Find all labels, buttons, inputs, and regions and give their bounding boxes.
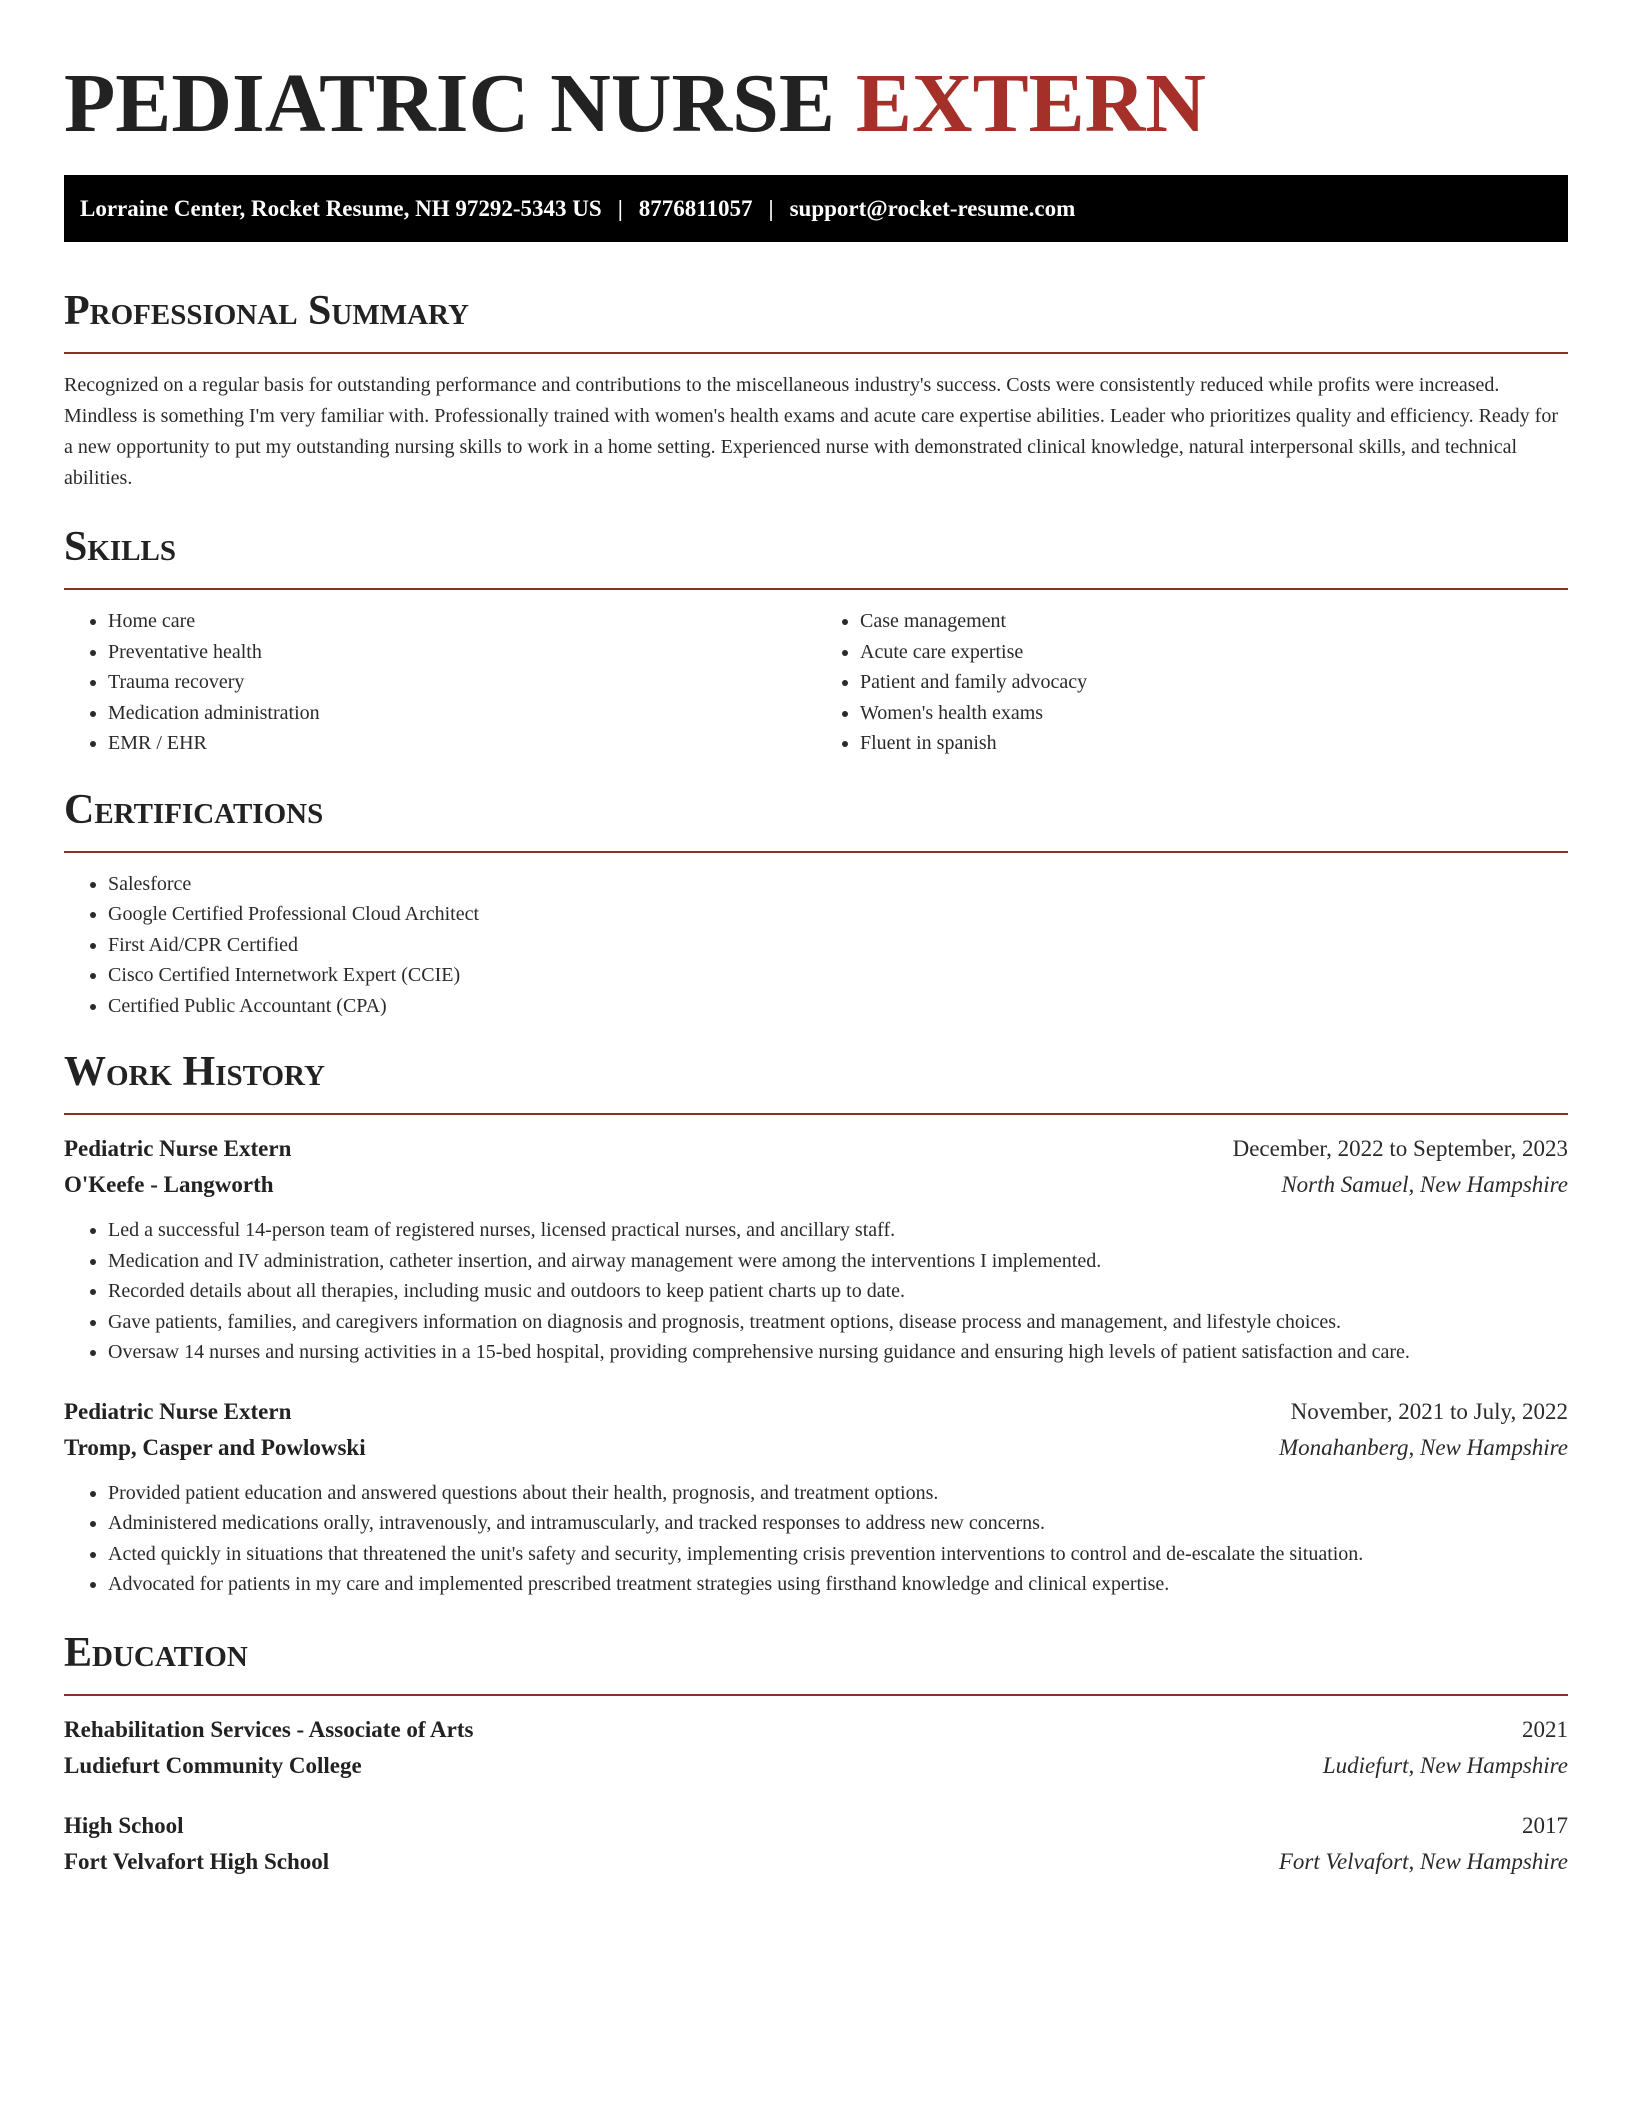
job-bullet: • Recorded details about all therapies, including music and outdoors to keep patient charts up to date.	[108, 1276, 1568, 1307]
certification-item: • Cisco Certified Internetwork Expert (CCIE)	[108, 960, 1568, 991]
education-school: Fort Velvafort High School	[64, 1848, 330, 1874]
education-location: Ludiefurt, New Hampshire	[1322, 1752, 1568, 1778]
skills-section	[64, 522, 1568, 759]
job-position: Pediatric Nurse Extern	[64, 1398, 292, 1424]
work-history-section	[64, 1047, 1568, 1600]
job-bullet: • Acted quickly in situations that threatened the unit's safety and security, implementing crisis prevention interventions to control and de-escalate the situation.	[108, 1539, 1568, 1570]
job-bullets	[64, 1478, 1568, 1600]
contact-separator: |	[768, 195, 774, 221]
skill-item: • Case management	[860, 606, 1568, 637]
job-header-row	[64, 1131, 1568, 1167]
job-bullet: • Advocated for patients in my care and implemented prescribed treatment strategies using firsthand knowledge and clinical expertise.	[108, 1569, 1568, 1600]
contact-phone[interactable]: 8776811057	[638, 195, 753, 221]
name-accent: EXTERN	[855, 57, 1206, 150]
education-year: 2017	[1522, 1812, 1568, 1838]
section-title-summary: Professional Summary	[64, 288, 469, 334]
contact-bar	[64, 175, 1568, 242]
education-school: Ludiefurt Community College	[64, 1752, 362, 1778]
education-year: 2021	[1522, 1716, 1568, 1742]
contact-separator: |	[617, 195, 623, 221]
job-dates: December, 2022 to September, 2023	[1232, 1136, 1568, 1161]
skills-list-right	[816, 606, 1568, 759]
section-title-skills: Skills	[64, 524, 177, 570]
section-title-education: Education	[64, 1629, 248, 1676]
job-bullet: • Medication and IV administration, catheter insertion, and airway management were among the interventions I implemented.	[108, 1246, 1568, 1277]
education-school-row	[64, 1748, 1568, 1784]
section-divider	[64, 1694, 1568, 1696]
job-location: Monahanberg, New Hampshire	[1279, 1434, 1568, 1460]
skill-item: • Trauma recovery	[108, 667, 816, 698]
job-company-row	[64, 1430, 1568, 1466]
job-bullet: • Led a successful 14-person team of registered nurses, licensed practical nurses, and ancillary staff.	[108, 1215, 1568, 1246]
skills-list-left	[64, 606, 816, 759]
section-divider	[64, 352, 1568, 354]
resume-name	[64, 54, 1568, 154]
skill-item: • Preventative health	[108, 637, 816, 668]
certification-item: • Google Certified Professional Cloud Architect	[108, 899, 1568, 930]
job-location: North Samuel, New Hampshire	[1281, 1172, 1568, 1197]
education-degree: High School	[64, 1812, 184, 1838]
section-title-work-history: Work History	[64, 1049, 325, 1095]
job-bullets	[64, 1215, 1568, 1368]
section-divider	[64, 1113, 1568, 1115]
skill-item: • Patient and family advocacy	[860, 667, 1568, 698]
education-degree: Rehabilitation Services - Associate of Arts	[64, 1716, 474, 1742]
contact-address: Lorraine Center, Rocket Resume, NH 97292-5343 US	[80, 195, 602, 221]
certifications-list	[64, 869, 1568, 1022]
education-section	[64, 1628, 1568, 1880]
education-school-row	[64, 1844, 1568, 1880]
summary-text: Recognized on a regular basis for outstanding performance and contributions to the miscellaneous industry's success. Costs were consistently reduced while profits were increased. Mindless is something I'm very familiar with. Professionally trained with women's health exams and acute care expertise abilities. Leader who prioritizes quality and efficiency. Ready for a new opportunity to put my outstanding nursing skills to work in a home setting. Experienced nurse with demonstrated clinical knowledge, natural interpersonal skills, and technical abilities.	[64, 374, 1558, 489]
job-entry	[64, 1394, 1568, 1600]
job-header-row	[64, 1394, 1568, 1430]
skill-item: • Women's health exams	[860, 698, 1568, 729]
summary-section	[64, 286, 1568, 494]
skills-grid	[64, 590, 1568, 759]
certifications-section	[64, 785, 1568, 1022]
certification-item: • Certified Public Accountant (CPA)	[108, 991, 1568, 1022]
job-position: Pediatric Nurse Extern	[64, 1136, 292, 1161]
job-bullet: • Oversaw 14 nurses and nursing activities in a 15-bed hospital, providing comprehensive nursing guidance and ensuring high levels of patient satisfaction and care.	[108, 1337, 1568, 1368]
education-entry	[64, 1712, 1568, 1784]
skill-item: • Fluent in spanish	[860, 728, 1568, 759]
certification-item: • Salesforce	[108, 869, 1568, 900]
skill-item: • Medication administration	[108, 698, 816, 729]
certification-item: • First Aid/CPR Certified	[108, 930, 1568, 961]
education-header-row	[64, 1808, 1568, 1844]
skill-item: • Home care	[108, 606, 816, 637]
section-title-certifications: Certifications	[64, 786, 324, 833]
job-bullet: • Provided patient education and answered questions about their health, prognosis, and treatment options.	[108, 1478, 1568, 1509]
skill-item: • Acute care expertise	[860, 637, 1568, 668]
job-bullet: • Gave patients, families, and caregivers information on diagnosis and prognosis, treatment options, disease process and management, and lifestyle choices.	[108, 1307, 1568, 1338]
section-divider	[64, 851, 1568, 853]
job-company: O'Keefe - Langworth	[64, 1172, 274, 1197]
contact-email[interactable]: support@rocket-resume.com	[789, 195, 1076, 221]
education-header-row	[64, 1712, 1568, 1748]
job-bullet: • Administered medications orally, intravenously, and intramuscularly, and tracked responses to address new concerns.	[108, 1508, 1568, 1539]
name-main: PEDIATRIC NURSE	[64, 57, 835, 150]
job-company: Tromp, Casper and Powlowski	[64, 1434, 366, 1460]
job-entry	[64, 1131, 1568, 1368]
skill-item: • EMR / EHR	[108, 728, 816, 759]
education-location: Fort Velvafort, New Hampshire	[1278, 1848, 1568, 1874]
job-dates: November, 2021 to July, 2022	[1290, 1398, 1568, 1424]
job-company-row	[64, 1167, 1568, 1203]
education-entry	[64, 1808, 1568, 1880]
